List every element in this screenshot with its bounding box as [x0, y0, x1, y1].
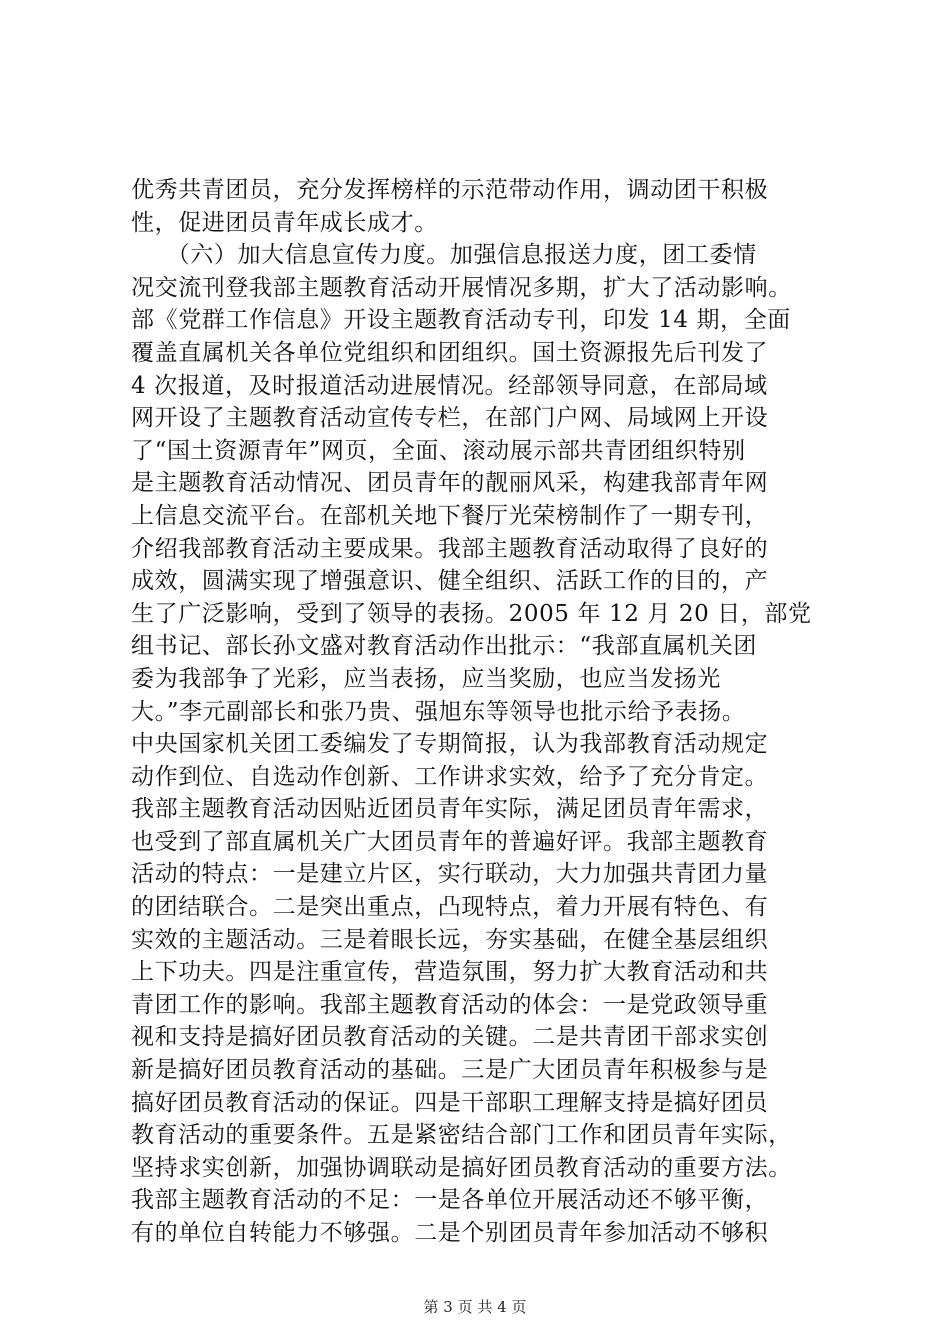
text-line: 4 次报道，及时报道活动进展情况。经部领导同意，在部局域	[131, 372, 768, 399]
text-line: 性，促进团员青年成长成才。	[131, 209, 438, 236]
text-line: 视和支持是搞好团员教育活动的关键。二是共青团干部求实创	[131, 1024, 769, 1051]
text-line: 上信息交流平台。在部机关地下餐厅光荣榜制作了一期专刊，	[131, 502, 769, 529]
page-footer	[0, 1296, 950, 1317]
text-line: 优秀共青团员，充分发挥榜样的示范带动作用，调动团干积极	[131, 177, 769, 203]
text-line: 的团结联合。二是突出重点，凸现特点，着力开展有特色、有	[131, 894, 769, 921]
text-line: 部《党群工作信息》开设主题教育活动专刊，印发 14 期，全面	[131, 307, 791, 334]
text-line: 组书记、部长孙文盛对教育活动作出批示：“我部直属机关团	[131, 633, 757, 660]
page-number-label: 第 3 页 共 4 页	[423, 1298, 527, 1316]
text-line: 委为我部争了光彩，应当表扬，应当奖励，也应当发扬光	[131, 665, 721, 692]
text-line: 况交流刊登我部主题教育活动开展情况多期，扩大了活动影响。	[131, 274, 792, 301]
text-line: 也受到了部直属机关广大团员青年的普遍好评。我部主题教育	[131, 828, 769, 855]
text-line: 上下功夫。四是注重宣传，营造氛围，努力扩大教育活动和共	[131, 959, 769, 986]
text-line: 生了广泛影响，受到了领导的表扬。2005 年 12 月 20 日，部党	[131, 600, 812, 627]
body-text	[131, 174, 851, 1250]
text-line: 是主题教育活动情况、团员青年的靓丽风采，构建我部青年网	[131, 470, 769, 497]
text-line: 我部主题教育活动的不足：一是各单位开展活动还不够平衡，	[131, 1187, 769, 1214]
text-line: 介绍我部教育活动主要成果。我部主题教育活动取得了良好的	[131, 535, 769, 562]
text-line: 教育活动的重要条件。五是紧密结合部门工作和团员青年实际，	[131, 1122, 792, 1149]
text-line: 活动的特点：一是建立片区，实行联动，大力加强共青团力量	[131, 861, 769, 888]
text-line: 动作到位、自选动作创新、工作讲求实效，给予了充分肯定。	[131, 763, 769, 790]
text-line: 我部主题教育活动因贴近团员青年实际，满足团员青年需求，	[131, 796, 769, 823]
text-line: 大。”李元副部长和张乃贵、强旭东等领导也批示给予表扬。	[131, 698, 746, 725]
text-line: 有的单位自转能力不够强。二是个别团员青年参加活动不够积	[131, 1220, 769, 1246]
text-line: 了“国土资源青年”网页，全面、滚动展示部共青团组织特别	[131, 437, 746, 464]
text-line: 实效的主题活动。三是着眼长远，夯实基础，在健全基层组织	[131, 926, 769, 953]
text-line: 覆盖直属机关各单位党组织和团组织。国土资源报先后刊发了	[131, 339, 769, 366]
text-line: 坚持求实创新，加强协调联动是搞好团员教育活动的重要方法。	[131, 1154, 792, 1181]
text-line: 搞好团员教育活动的保证。四是干部职工理解支持是搞好团员	[131, 1089, 769, 1116]
text-line: 成效，圆满实现了增强意识、健全组织、活跃工作的目的，产	[131, 568, 769, 595]
text-line: （六）加大信息宣传力度。加强信息报送力度，团工委情	[131, 242, 757, 269]
text-line: 中央国家机关团工委编发了专期简报，认为我部教育活动规定	[131, 731, 769, 758]
text-line: 网开设了主题教育活动宣传专栏，在部门户网、局域网上开设	[131, 405, 769, 432]
text-line: 青团工作的影响。我部主题教育活动的体会：一是党政领导重	[131, 991, 769, 1018]
text-line: 新是搞好团员教育活动的基础。三是广大团员青年积极参与是	[131, 1057, 769, 1084]
